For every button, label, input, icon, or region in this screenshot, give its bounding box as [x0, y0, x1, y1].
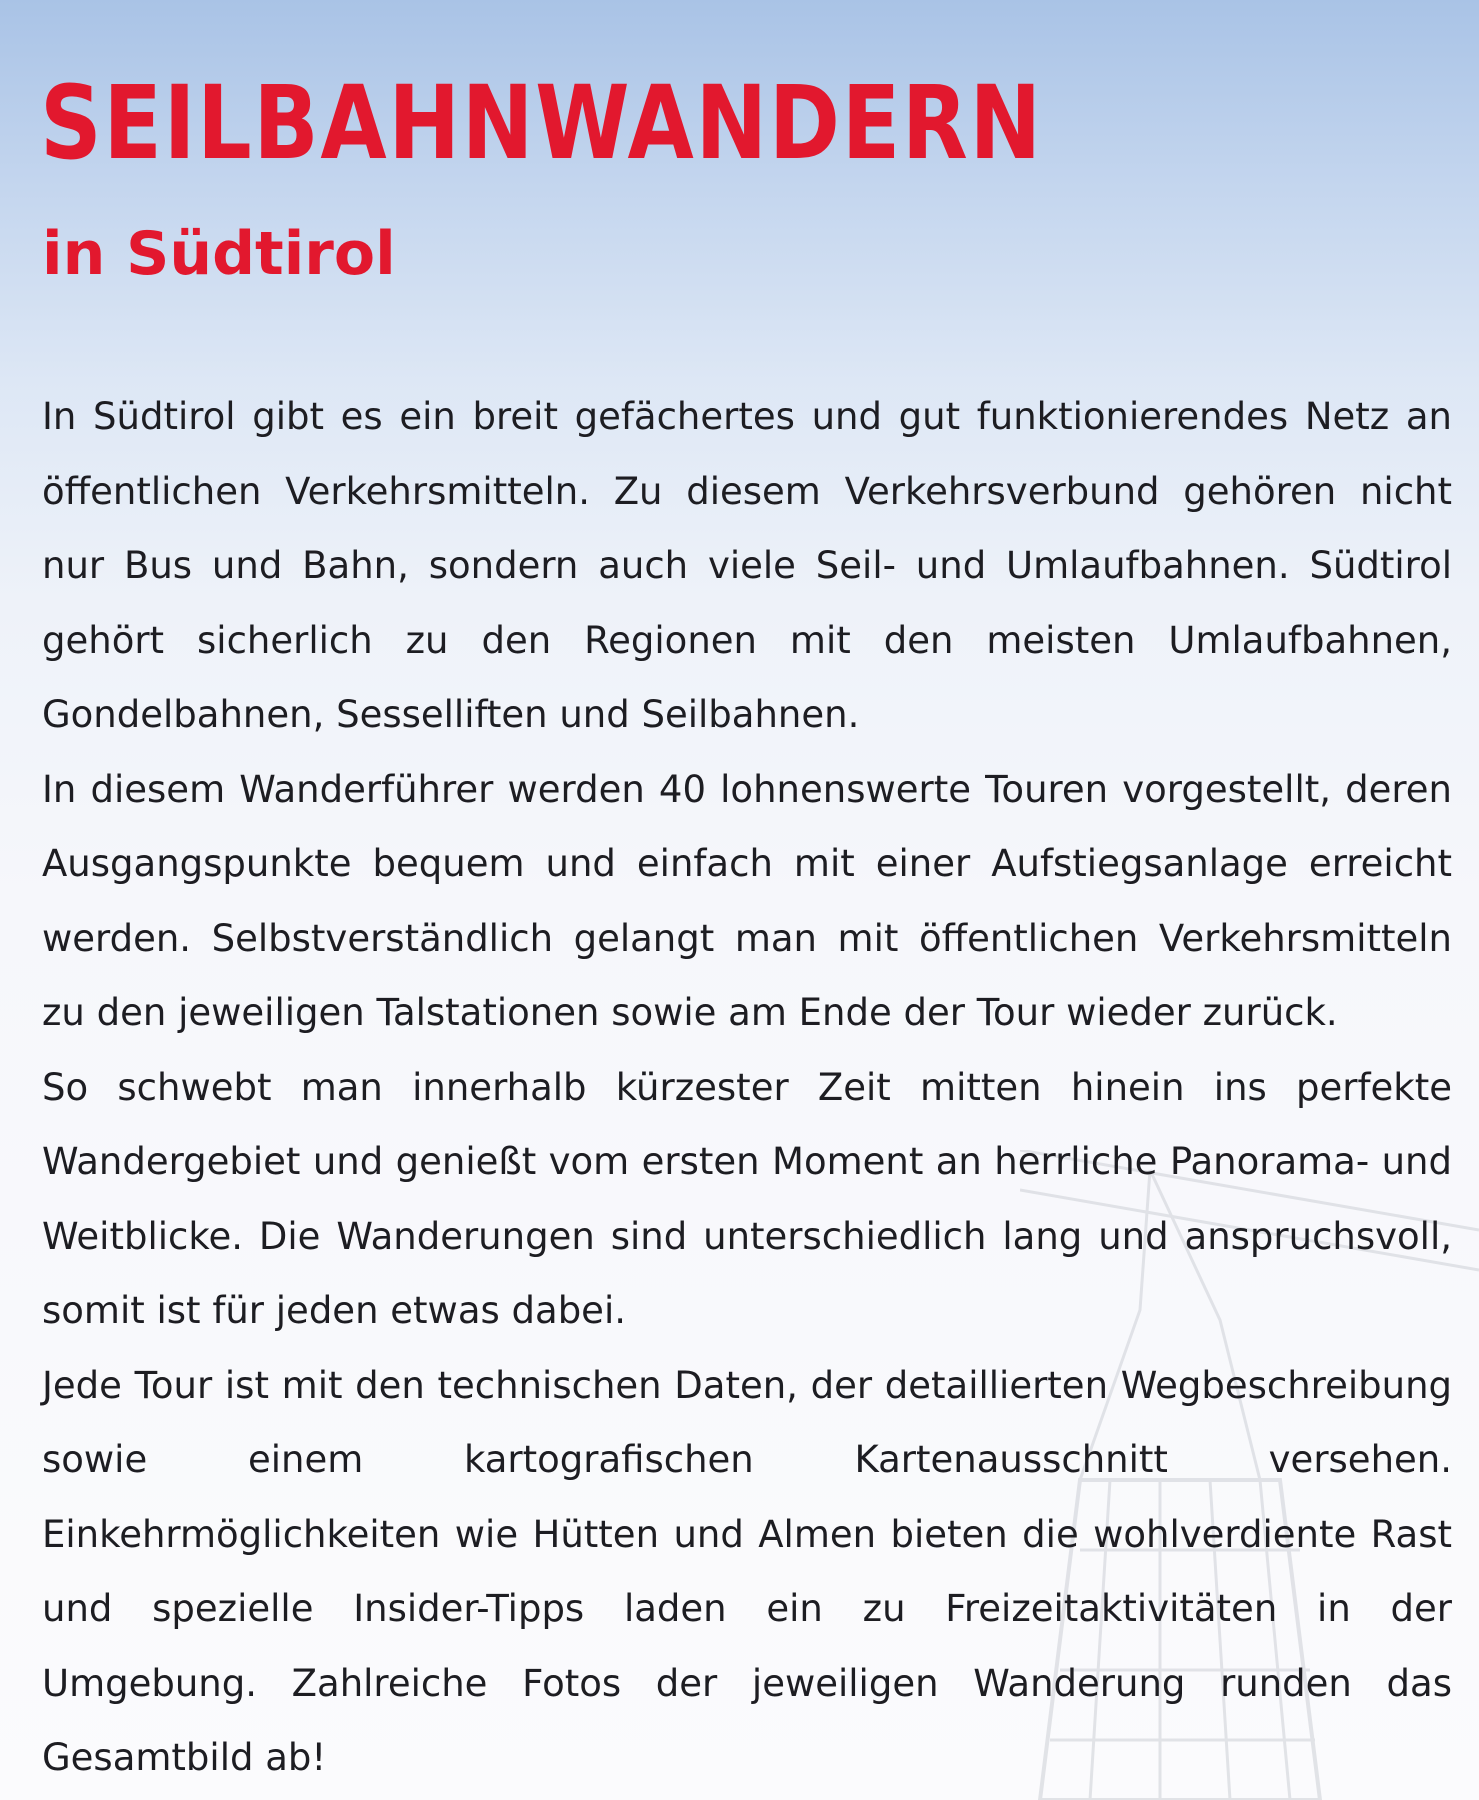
- page-subtitle: in Südtirol: [42, 219, 396, 289]
- paragraph-4: Jede Tour ist mit den technischen Daten, der detaillierten Wegbeschreibung sowie einem kartografischen Kartenausschnitt versehen. Einkehrmöglichkeiten wie Hütten und Almen bieten die wohlverdiente Rast und spezielle Insider-Tipps laden ein zu Freizeitaktivitäten in der Umgebung. Zahlreiche Fotos der jeweiligen Wanderung runden das Gesamtbild ab!: [42, 1363, 1452, 1779]
- body-text: [42, 380, 1452, 1796]
- paragraph-3: So schwebt man innerhalb kürzester Zeit mitten hinein ins perfekte Wandergebiet und genießt vom ersten Moment an herrliche Panorama- und Weitblicke. Die Wanderungen sind unterschiedlich lang und anspruchsvoll, somit ist für jeden etwas dabei.: [42, 1065, 1452, 1332]
- paragraph-1: In Südtirol gibt es ein breit gefächertes und gut funktionierendes Netz an öffentlichen Verkehrsmitteln. Zu diesem Verkehrsverbund gehören nicht nur Bus und Bahn, sondern auch viele Seil- und Umlaufbahnen. Südtirol gehört sicherlich zu den Regionen mit den meisten Umlaufbahnen, Gondelbahnen, Sesselliften und Seilbahnen.: [42, 395, 1452, 736]
- page-title: SEILBAHNWANDERN: [40, 64, 1043, 183]
- paragraph-2: In diesem Wanderführer werden 40 lohnenswerte Touren vorgestellt, deren Ausgangspunkte bequem und einfach mit einer Aufstiegsanlage erreicht werden. Selbstverständlich gelangt man mit öffentlichen Verkehrsmitteln zu den jeweiligen Talstationen sowie am Ende der Tour wieder zurück.: [42, 767, 1452, 1034]
